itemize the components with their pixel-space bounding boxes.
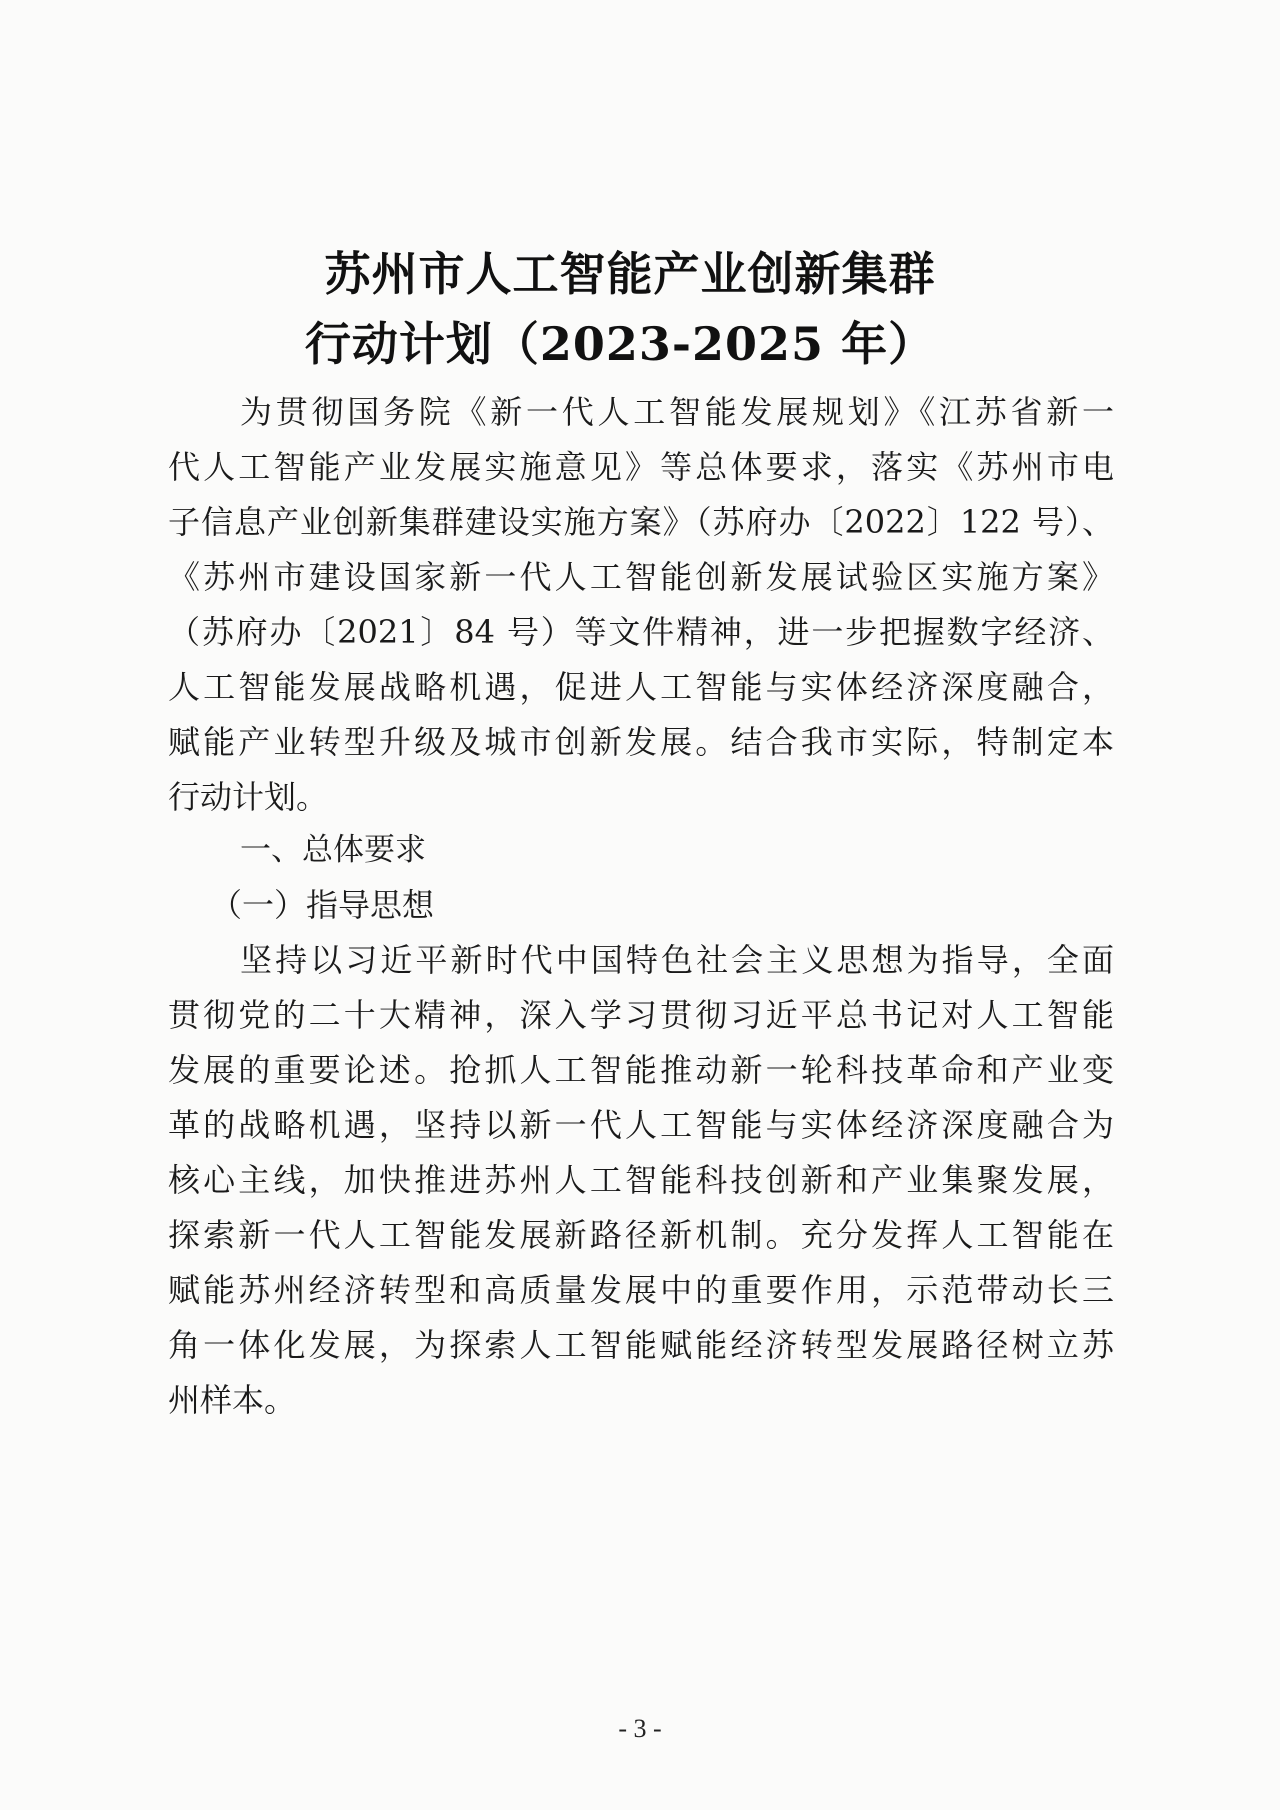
text-line: 州样本。 <box>168 1381 297 1419</box>
text-line: 赋能产业转型升级及城市创新发展。结合我市实际，特制定本 <box>168 723 1114 761</box>
subsection-heading: （一）指导思想 <box>210 886 435 924</box>
text-line: 角一体化发展，为探索人工智能赋能经济转型发展路径树立苏 <box>168 1326 1114 1364</box>
text-line: 核心主线，加快推进苏州人工智能科技创新和产业集聚发展， <box>168 1161 1114 1199</box>
text-line: 革的战略机遇，坚持以新一代人工智能与实体经济深度融合为 <box>168 1106 1114 1144</box>
section-heading: 一、总体要求 <box>240 832 426 868</box>
page-number: - 3 - <box>618 1714 662 1743</box>
text-line: 赋能苏州经济转型和高质量发展中的重要作用，示范带动长三 <box>168 1271 1114 1309</box>
text-line: 人工智能发展战略机遇，促进人工智能与实体经济深度融合， <box>168 668 1114 706</box>
text-line: 行动计划。 <box>168 778 329 816</box>
text-line: 为贯彻国务院《新一代人工智能发展规划》《江苏省新一 <box>240 393 1114 431</box>
text-line: 探索新一代人工智能发展新路径新机制。充分发挥人工智能在 <box>168 1216 1114 1254</box>
text-line: 子信息产业创新集群建设实施方案》（苏府办〔2022〕122 号）、 <box>168 503 1114 541</box>
text-line: 《苏州市建设国家新一代人工智能创新发展试验区实施方案》 <box>168 558 1114 596</box>
document-title-line-1: 苏州市人工智能产业创新集群 <box>324 247 936 301</box>
text-line: 代人工智能产业发展实施意见》等总体要求，落实《苏州市电 <box>168 448 1114 486</box>
text-line: 发展的重要论述。抢抓人工智能推动新一轮科技革命和产业变 <box>168 1051 1114 1089</box>
text-line: 贯彻党的二十大精神，深入学习贯彻习近平总书记对人工智能 <box>168 996 1114 1034</box>
text-line: （苏府办〔2021〕84 号）等文件精神，进一步把握数字经济、 <box>168 613 1114 651</box>
text-line: 坚持以习近平新时代中国特色社会主义思想为指导，全面 <box>240 941 1114 979</box>
document-title-line-2: 行动计划（2023-2025 年） <box>304 317 936 371</box>
